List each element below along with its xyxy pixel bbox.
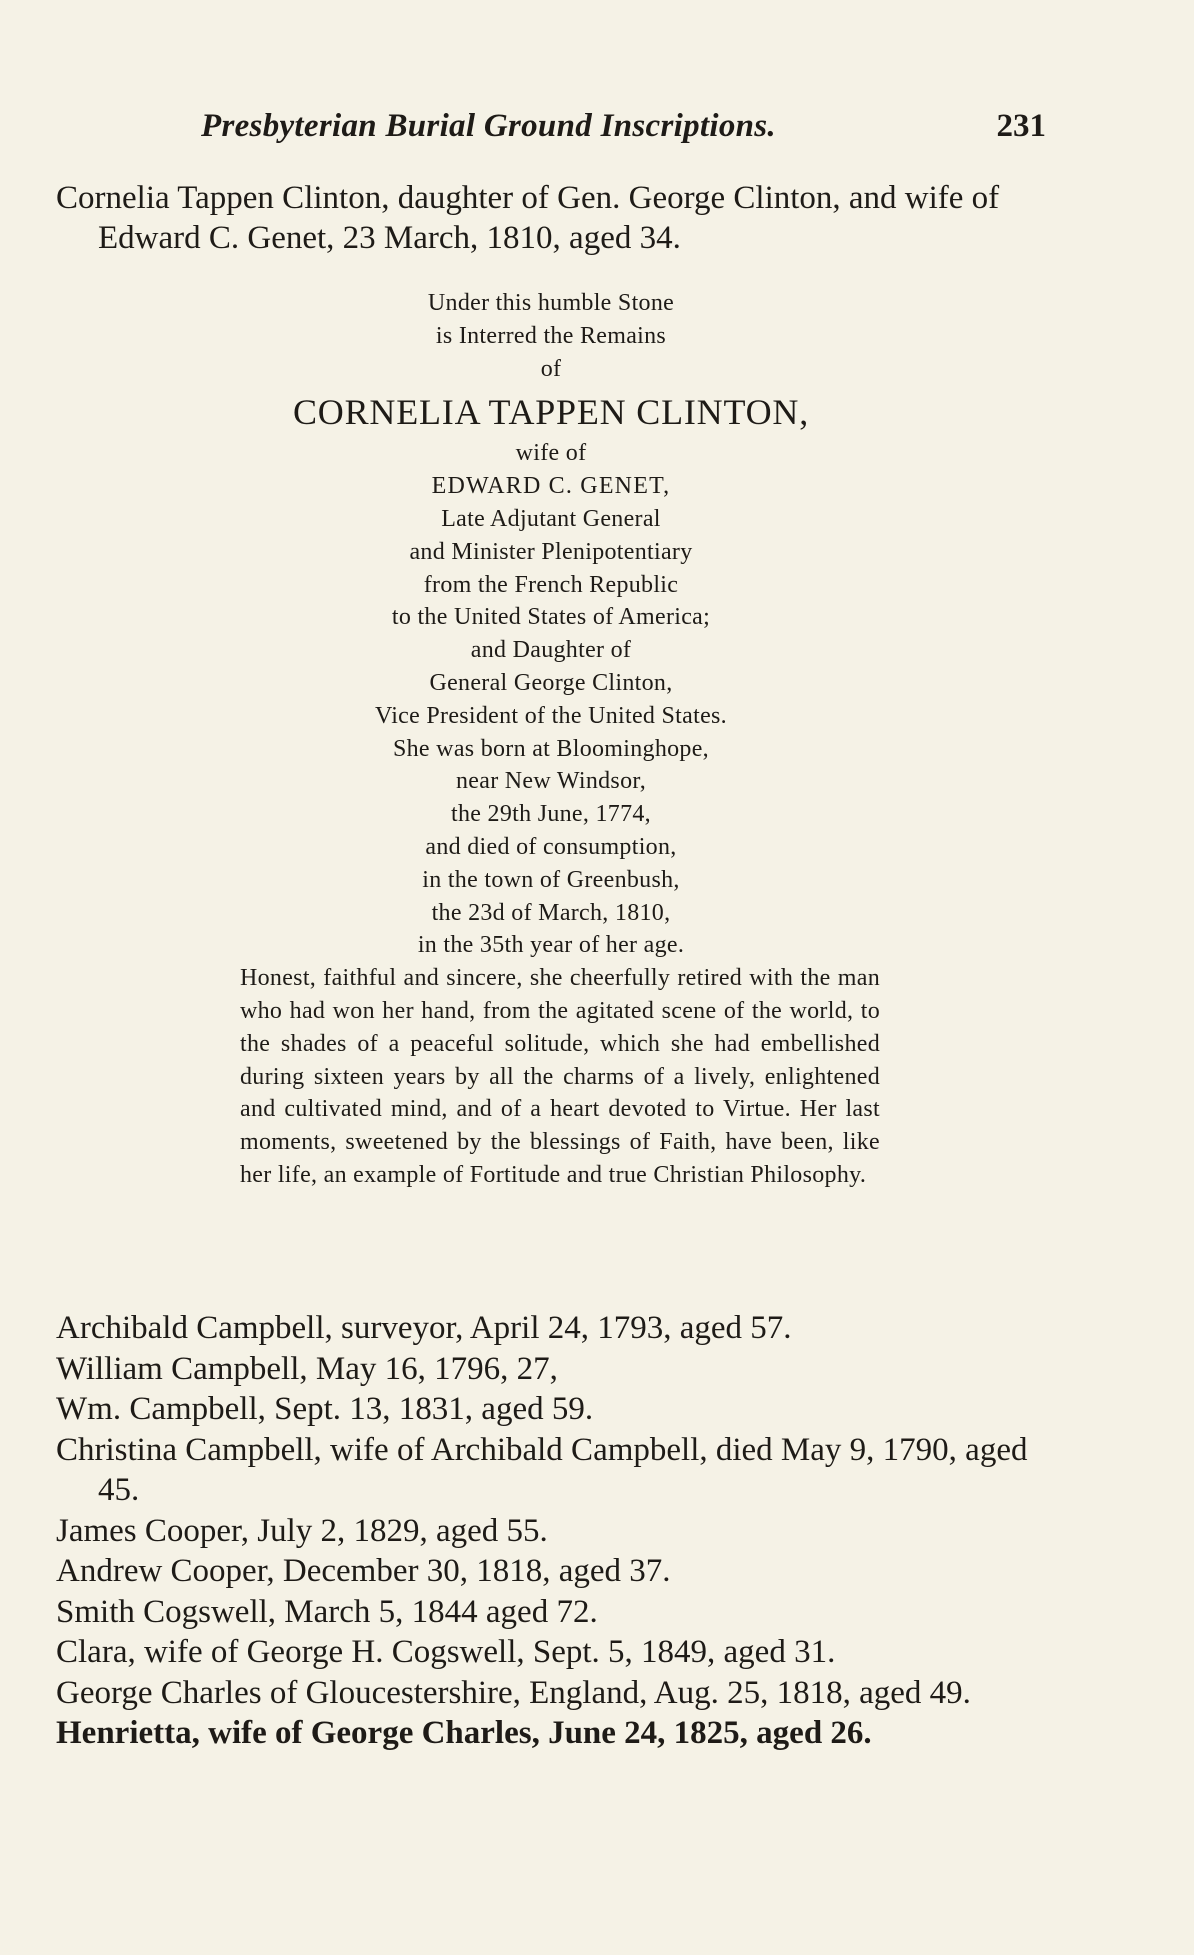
list-item: Andrew Cooper, December 30, 1818, aged 37. (56, 1553, 671, 1589)
burial-entry-cornelia: Cornelia Tappen Clinton, daughter of Gen. George Clinton, and wife of Edward C. Genet, 23 March, 1810, aged 34. (56, 180, 1000, 256)
epitaph-line: is Interred the Remains (435, 322, 667, 349)
list-item: Wm. Campbell, Sept. 13, 1831, aged 59. (56, 1391, 594, 1427)
page-number: 231 (996, 108, 1046, 144)
list-item: William Campbell, May 16, 1796, 27, (56, 1350, 558, 1387)
epitaph-line: General George Clinton, (429, 669, 673, 696)
epitaph-paragraph: Honest, faithful and sincere, she cheerfully retired with the man who had won her hand, from the agitated scene of the world, to the shades of a peaceful solitude, which she had embellished during sixteen years by all the charms of a lively, enlightened and cultivated mind, and of a heart devoted to Virtue. Her last moments, sweetened by the blessings of Faith, have been, like her life, an example of Fortitude and true Christian Philosophy. (240, 965, 880, 1188)
list-item: Smith Cogswell, March 5, 1844 aged 72. (56, 1593, 598, 1630)
epitaph-line: from the French Republic (423, 571, 679, 598)
list-item: George Charles of Gloucestershire, England, Aug. 25, 1818, aged 49. (56, 1674, 971, 1711)
epitaph-line: Late Adjutant General (441, 505, 661, 532)
header-title: Presbyterian Burial Ground Inscriptions. (201, 108, 776, 144)
list-item: Henrietta, wife of George Charles, June 24, 1825, aged 26. (56, 1715, 872, 1751)
epitaph-line: wife of (515, 440, 587, 467)
epitaph-line: of (540, 355, 562, 382)
epitaph-line: She was born at Bloominghope, (392, 735, 709, 762)
epitaph-line: the 23d of March, 1810, (431, 899, 671, 926)
epitaph-line: the 29th June, 1774, (451, 801, 651, 828)
epitaph-line: and Daughter of (470, 637, 632, 664)
running-header (56, 108, 1046, 154)
epitaph-line: Vice President of the United States. (375, 702, 727, 729)
epitaph-line: in the 35th year of her age. (417, 932, 685, 959)
epitaph-line: near New Windsor, (455, 768, 646, 795)
list-item: Archibald Campbell, surveyor, April 24, 1793, aged 57. (56, 1310, 792, 1346)
list-item: Clara, wife of George H. Cogswell, Sept. 5, 1849, aged 31. (56, 1634, 836, 1670)
epitaph-husband: EDWARD C. GENET, (431, 473, 671, 500)
epitaph-line: Under this humble Stone (427, 290, 675, 316)
epitaph-line: in the town of Greenbush, (422, 866, 680, 893)
epitaph-line: to the United States of America; (391, 604, 711, 631)
epitaph-name: CORNELIA TAPPEN CLINTON, (292, 392, 809, 433)
list-item: James Cooper, July 2, 1829, aged 55. (56, 1512, 548, 1549)
list-item: Christina Campbell, wife of Archibald Campbell, died May 9, 1790, aged 45. (56, 1431, 1028, 1508)
epitaph-inscription (226, 287, 880, 1192)
epitaph-line: and Minister Plenipotentiary (409, 538, 693, 565)
epitaph-line: and died of consumption, (425, 833, 677, 860)
burial-entries-list (56, 1308, 1048, 1754)
